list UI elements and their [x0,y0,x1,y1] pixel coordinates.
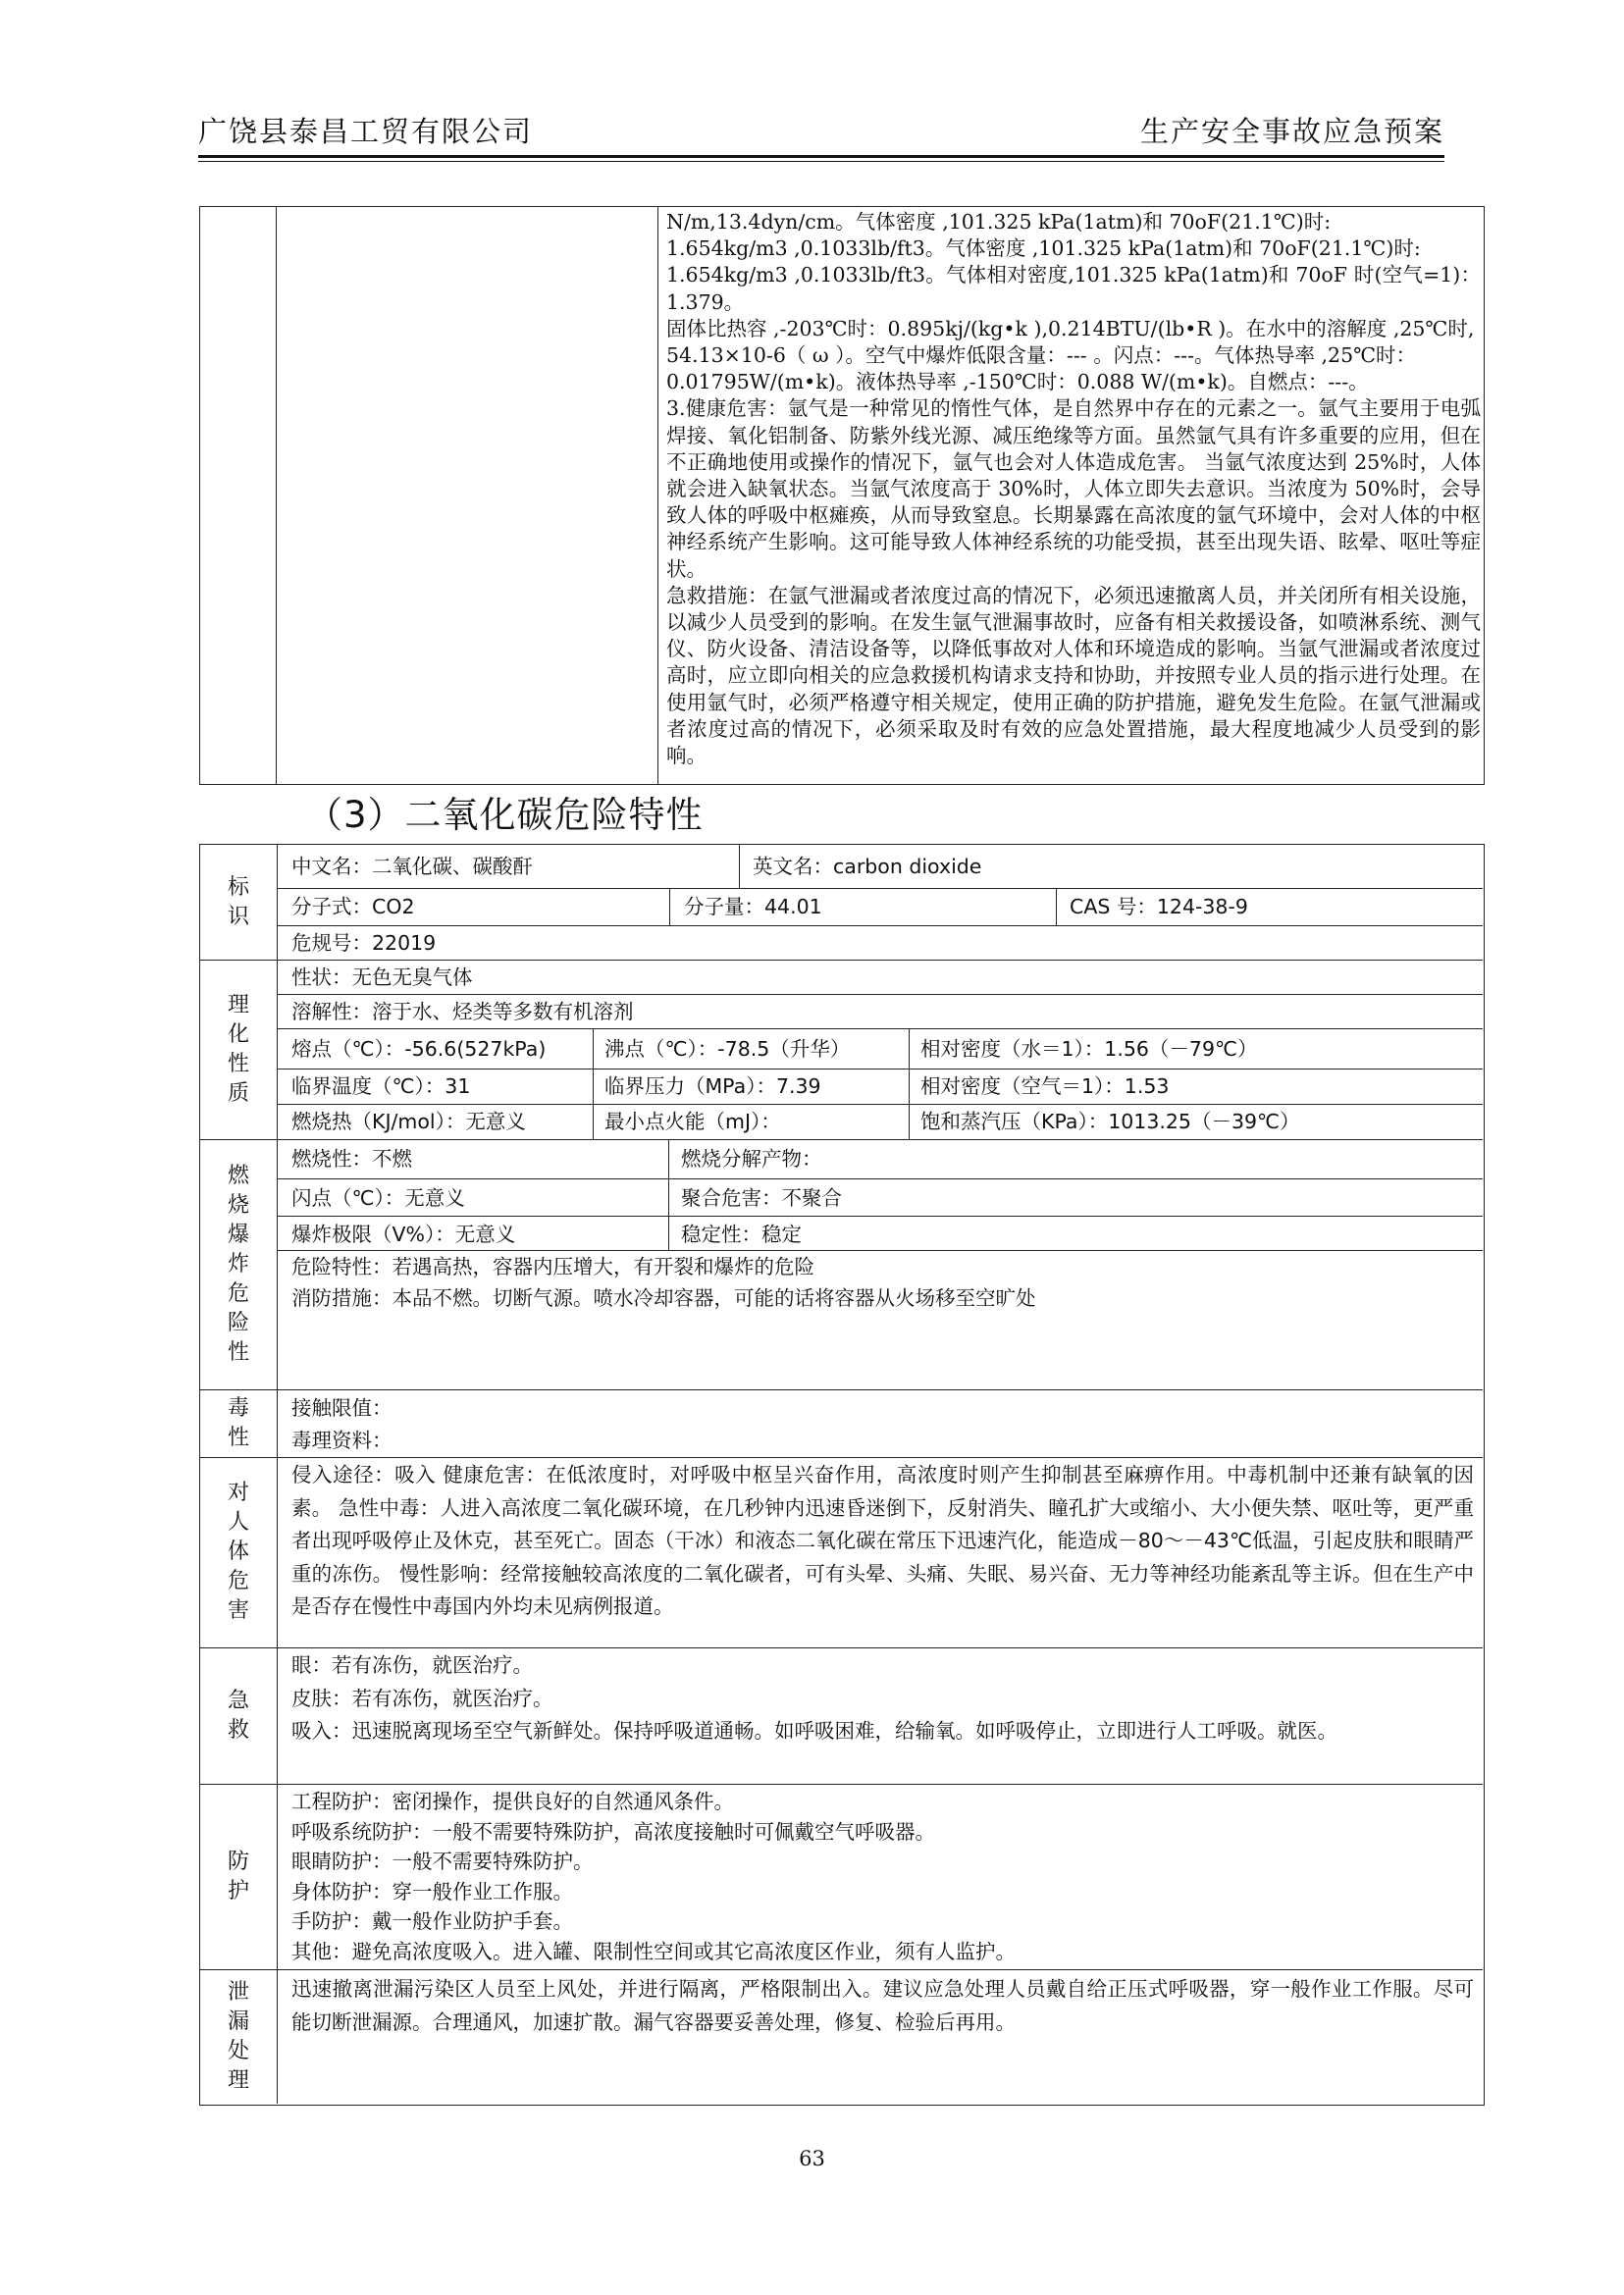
relative-density-water: 相对密度（水＝1）：1.56（－79℃） [920,1037,1258,1061]
row-line [277,925,1483,926]
page-number: 63 [799,2147,825,2170]
molecular-weight: 分子量：44.01 [684,895,822,918]
section-line [200,1389,1483,1390]
exposure-limit: 接触限值： [291,1396,393,1420]
argon-properties-text [666,209,1481,769]
property-line: 54.13×10-6（ ω ）。空气中爆炸低限含量：--- 。闪点：---。气体热导率 ,25℃时： [666,343,1417,368]
body-protection: 身体防护：穿一般作业工作服。 [291,1879,573,1904]
flash-point: 闪点（℃）：无意义 [291,1186,465,1210]
cell-divider [668,1139,669,1250]
label-fire-explosion: 燃烧爆炸危险性 [227,1163,249,1365]
firefighting-measures: 消防措施：本品不燃。切断气源。喷水冷却容器，可能的话将容器从火场移至空旷处 [291,1286,1036,1310]
critical-pressure: 临界压力（MPa）：7.39 [604,1074,821,1098]
solubility: 溶解性：溶于水、烃类等多数有机溶剂 [291,1000,634,1023]
cell-divider [1056,888,1057,925]
label-identification: 标识 [227,874,249,929]
row-line [277,1104,1483,1105]
protection-text [291,1787,1474,1966]
respiratory-protection: 呼吸系统防护：一般不需要特殊防护，高浓度接触时可佩戴空气呼吸器。 [291,1819,935,1844]
first-aid-text [291,1649,1474,1748]
sub-column [277,207,658,784]
cell-divider [909,1028,910,1139]
hand-protection: 手防护：戴一般作业防护手套。 [291,1909,573,1933]
section-line [200,1647,1483,1648]
company-name: 广饶县泰昌工贸有限公司 [198,115,534,148]
relative-density-air: 相对密度（空气＝1）：1.53 [920,1074,1170,1098]
label-column [200,207,277,784]
first-aid-inhalation: 吸入：迅速脱离现场至空气新鲜处。保持呼吸道通畅。如呼吸困难，给输氧。如呼吸停止，立即进行人工呼吸。就医。 [291,1719,1337,1743]
toxicology-data: 毒理资料： [291,1429,393,1452]
label-human-hazard: 对人体危害 [227,1481,249,1623]
cell-divider [593,1028,594,1139]
english-name: 英文名：carbon dioxide [753,855,982,878]
label-protection: 防护 [227,1849,249,1904]
label-first-aid: 急救 [227,1688,249,1743]
property-line: 0.01795W/(m•k)。液体热导率 ,-150℃时：0.088 W/(m•k)。自燃点：---。 [666,370,1369,394]
dangerous-goods-number: 危规号：22019 [291,931,437,955]
row-line [277,994,1483,995]
header-rule-thick [198,155,1444,158]
property-line: N/m,13.4dyn/cm。气体密度 ,101.325 kPa(1atm)和 70oF(21.1℃)时: [666,210,1332,234]
polymerization-hazard: 聚合危害：不聚合 [681,1186,842,1210]
document-title: 生产安全事故应急预案 [1139,115,1444,148]
property-line: 1.654kg/m3 ,0.1033lb/ft3。气体密度 ,101.325 kPa(1atm)和 70oF(21.1℃)时: [666,236,1421,261]
section-line [200,1784,1483,1785]
decomposition-products: 燃烧分解产物： [681,1147,822,1171]
appearance: 性状：无色无臭气体 [291,965,473,989]
label-physicochemical: 理化性质 [227,992,249,1106]
cell-divider [739,845,740,888]
first-aid-skin: 皮肤：若有冻伤，就医治疗。 [291,1686,553,1710]
melting-point: 熔点（℃）：-56.6(527kPa) [291,1037,547,1061]
minimum-ignition-energy: 最小点火能（mJ）： [604,1110,781,1133]
row-line [277,1250,1483,1251]
human-hazard-text: 侵入途径：吸入 健康危害：在低浓度时，对呼吸中枢呈兴奋作用，高浓度时则产生抑制甚至麻痹作用。中毒机制中还兼有缺氧的因素。 急性中毒：人进入高浓度二氧化碳环境，在几秒钟内迅速昏迷倒下，反射消失、瞳孔扩大或缩小、大小便失禁、呕吐等，更严重者出现呼吸停止及休克，甚至死亡。固态（干冰）和液态二氧化碳在常压下迅速汽化，能造成－80～－43℃低温，引起皮肤和眼睛严重的冻伤。 慢性影响：经常接触较高浓度的二氧化碳者，可有头晕、头痛、失眠、易兴奋、无力等神经功能紊乱等主诉。但在生产中是否存在慢性中毒国内外均未见病例报道。 [291,1463,1474,1618]
section-line [200,960,1483,961]
flammability: 燃烧性：不燃 [291,1147,412,1171]
section-line [200,1139,1483,1140]
chinese-name: 中文名：二氧化碳、碳酸酐 [291,855,533,878]
label-divider [277,845,278,2104]
first-aid-paragraph: 急救措施：在氩气泄漏或者浓度过高的情况下，必须迅速撤离人员，并关闭所有相关设施，以减少人员受到的影响。在发生氩气泄漏事故时，应备有相关救援设备，如喷淋系统、测气仪、防火设备、清洁设备等，以降低事故对人体和环境造成的影响。当氩气泄漏或者浓度过高时，应立即向相关的应急救援机构请求支持和协助，并按照专业人员的指示进行处理。在使用氩气时，必须严格遵守相关规定，使用正确的防护措施，避免发生危险。在氩气泄漏或者浓度过高的情况下，必须采取及时有效的应急处置措施，最大程度地减少人员受到的影响。 [666,583,1481,768]
section-line [200,1969,1483,1970]
cas-number: CAS 号：124-38-9 [1070,895,1248,918]
page-header [198,110,1444,157]
label-leak-handling: 泄漏处理 [227,1979,249,2093]
stability: 稳定性：稳定 [681,1223,802,1246]
hazard-characteristics: 危险特性：若遇高热，容器内压增大，有开裂和爆炸的危险 [291,1255,814,1278]
engineering-protection: 工程防护：密闭操作，提供良好的自然通风条件。 [291,1790,734,1813]
property-line: 固体比热容 ,-203℃时：0.895kj/(kg•k ),0.214BTU/(lb•R )。在水中的溶解度 ,25℃时, [666,316,1475,340]
argon-table-continuation [199,206,1485,785]
row-line [277,1028,1483,1029]
first-aid-eye: 眼：若有冻伤，就医治疗。 [291,1653,533,1677]
other-protection: 其他：避免高浓度吸入。进入罐、限制性空间或其它高浓度区作业，须有人监护。 [291,1939,1016,1963]
row-line [277,1216,1483,1217]
section-line [200,1457,1483,1458]
eye-protection: 眼睛防护：一般不需要特殊防护。 [291,1850,594,1873]
row-line [277,1178,1483,1179]
health-hazard-paragraph: 3.健康危害：氩气是一种常见的惰性气体，是自然界中存在的元素之一。氩气主要用于电弧焊接、氧化铝制备、防紫外线光源、减压绝缘等方面。虽然氩气具有许多重要的应用，但在不正确地使用或操作的情况下，氩气也会对人体造成危害。 当氩气浓度达到 25%时，人体就会进入缺氧状态。当氩气浓度高于 30%时，人体立即失去意识。当浓度为 50%时，会导致人体的呼吸中枢瘫痪，从而导致窒息。长期暴露在高浓度的氩气环境中，会对人体的中枢神经系统产生影响。这可能导致人体神经系统的功能受损，甚至出现失语、眩晕、呕吐等症状。 [666,396,1481,581]
leak-handling-text: 迅速撤离泄漏污染区人员至上风处，并进行隔离，严格限制出入。建议应急处理人员戴自给正压式呼吸器，穿一般作业工作服。尽可能切断泄漏源。合理通风，加速扩散。漏气容器要妥善处理，修复、检验后再用。 [291,1977,1474,2034]
critical-temperature: 临界温度（℃）：31 [291,1074,471,1098]
saturated-vapor-pressure: 饱和蒸汽压（KPa）：1013.25（－39℃） [920,1110,1300,1133]
label-toxicity: 毒性 [227,1395,249,1450]
boiling-point: 沸点（℃）：-78.5（升华） [604,1037,851,1061]
heat-of-combustion: 燃烧热（KJ/mol）：无意义 [291,1110,526,1133]
property-line: 1.654kg/m3 ,0.1033lb/ft3。气体相对密度,101.325 kPa(1atm)和 70oF 时(空气=1)：1.379。 [666,263,1481,314]
row-line [277,888,1483,889]
cell-divider [669,888,670,925]
section-title: （3）二氧化碳危险特性 [306,794,704,836]
header-rule-thin [198,161,1444,162]
co2-hazard-table [199,844,1485,2106]
molecular-formula: 分子式：CO2 [291,895,415,918]
explosion-limit: 爆炸极限（V%）：无意义 [291,1223,516,1246]
